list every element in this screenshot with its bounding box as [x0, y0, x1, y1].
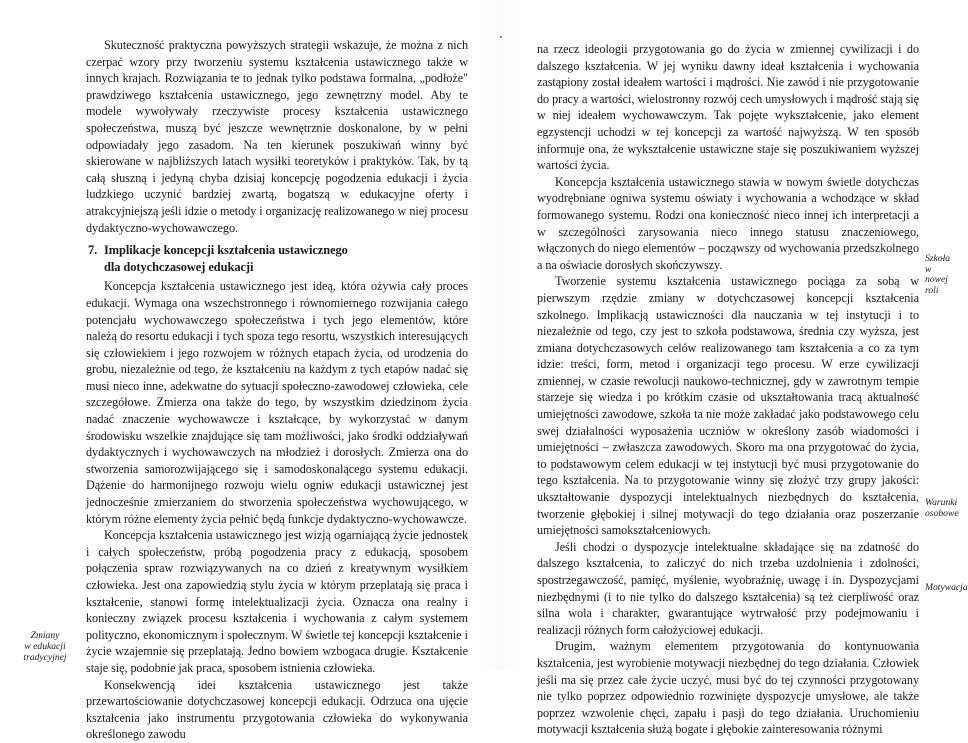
section-heading [86, 242, 468, 275]
right-paragraph-4: Jeśli chodzi o dyspozycje intelektualne składające się na zdatność do dalszego kształcenia, to zaliczyć do nich trzeba uzdolnienia i zdolności, spostrzegawczość, pamięć, myślenie, wyobraźnię, uwagę i in. Dyspozycjami niezbędnymi (i to nie tylko do dalszego kształcenia) są też cierpliwość oraz silna wola i charakter, gwarantujące wytrwałość przy podejmowaniu i realizacji różnych form całożyciowej edukacji. [537, 539, 919, 637]
right-paragraph-2: Koncepcja kształcenia ustawicznego stawia w nowym świetle dotychczas wyodrębniane ogniwa systemu oświaty i wychowania a wchodzące w skład formowanego systemu. Rodzi ona konieczność nieco innej ich interpretacji a w szczególności zarysowania nieco innego statusu znaczeniowego, włączonych do niego elementów – począwszy od wychowania przedszkolnego a na oświacie dorosłych skończywszy. [537, 174, 919, 272]
section-heading-line-1: Implikacje koncepcji kształcenia ustawicznego [104, 243, 348, 258]
right-paragraph-3: Tworzenie systemu kształcenia ustawicznego pociąga za sobą w pierwszym rzędzie zmiany w dotychczasowej koncepcji kształcenia szkolnego. Implikacją ustawiczności dla nauczania w tej instytucji i to niezależnie od tego, czy jest to szkoła podstawowa, średnia czy wyższa, jest zmiana dotychczasowych celów realizowanego tam kształcenia a co za tym idzie: treści, form, metod i organizacji tego procesu. W erze cywilizacji zmiennej, w czasie rewolucji naukowo-technicznej, gdy w zawrotnym tempie starzeje się wiedza i po krótkim czasie od ukształtowania tracą aktualność umiejętności zawodowe, szkoła ta nie może zakładać jako podstawowego celu swej działalności wyposażenia uczniów w określony zasób wiadomości i umiejętności – zwłaszcza zawodowych. Skoro ma ona przygotować do życia, to podstawowym celem edukacji w tej instytucji być musi przygotowanie do tego kształcenia. Na to przygotowanie winny się złożyć trzy grupy jakości: ukształtowanie dyspozycji intelektualnych niezbędnych do kształcenia, tworzenie głębokiej i silnej motywacji do tego działania oraz poszerzanie umiejętności samokształceniowych. [537, 274, 919, 538]
left-paragraph-4: Konsekwencją idei kształcenia ustawicznego jest także przewartościowanie dotychczasowej koncepcji edukacji. Odrzuca ona ujęcie kształcenia jako instrumentu przygotowania człowieka do wykonywania określonego zawodu [86, 677, 468, 742]
section-heading-line-2: dla dotychczasowej edukacji [104, 259, 254, 274]
right-paragraph-1: na rzecz ideologii przygotowania go do życia w zmiennej cywilizacji i do dalszego kształcenia. W jej wyniku dawny ideał kształcenia i wychowania zastąpiony został ideałem wartości i mądrości. Nie zawód i nie przygotowanie do pracy a wartości, wielostronny rozwój cech umysłowych i mądrość stają się w niej ideałem wychowawczym. Tak pojęte wykształcenie, jako element egzystencji uchodzi w tej koncepcji za wartość najwyższą. W ten sposób informuje ona, że wykształcenie ustawiczne staje się poszukiwaniem wyższej wartości życia. [537, 42, 919, 173]
right-margin-note-1: Szkoła w nowej roli [925, 253, 951, 296]
left-margin-note-line-2: w edukacji [24, 641, 66, 652]
right-paragraph-5: Drugim, ważnym elementem przygotowania do kontynuowania kształcenia, jest wyrobienie motywacji niezbędnej do tego działania. Człowiek jeśli ma się przez całe życie uczyć, musi być do tej czynności przygotowany nie tylko poprzez odpowiednio rozwinięte dyspozycje umysłowe, ale także poprzez wzwolenie chęci, zapału i pasji do tego działania. Uruchomieniu motywacji kształcenia służą bogate i głębokie zainteresowania różnymi [537, 639, 919, 737]
left-page-column [86, 37, 468, 743]
gutter-dot [500, 36, 502, 38]
left-margin-note-line-3: tradycyjnej [23, 652, 67, 663]
section-number: 7. [88, 243, 98, 258]
right-page-column [537, 41, 919, 738]
book-gutter [470, 0, 530, 670]
left-paragraph-2: Koncepcja kształcenia ustawicznego jest ideą, która ożywia cały proces edukacji. Wymaga ona wszechstronnego i równomiernego rozwijania całego potencjału wychowawczego społeczeństwa i tych jego elementów, które należą do resortu edukacji i tych spoza tego resortu, wszystkich interesujących się człowiekiem i jego rozwojem w różnych etapach życia, od urodzenia do grobu, niezależnie od tego, że kształceniu na każdym z tych etapów nadać się musi nieco inne, adekwatne do sytuacji społeczno-zawodowej człowieka, cele szczegółowe. Zmierza ona także do tego, by wszystkim dziedzinom życia nadać znaczenie wychowawcze i kształcące, by wykorzystać w danym środowisku wszelkie znajdujące się tam możliwości, jako środki oddziaływań dydaktycznych i wychowawczych na młodzież i dorosłych. Zmierza ona do stworzenia samorozwijającego się i samodoskonalącego systemu edukacji. Dążenie do harmonijnego rozwoju wielu ogniw edukacji ustawicznej jest jednocześnie zmierzaniem do stworzenia społeczeństwa wychowującego, w którym różne elementy życia pełnić będą funkcje dydaktyczno-wychowawcze. [86, 279, 468, 526]
left-margin-note [16, 630, 74, 663]
left-paragraph-1: Skuteczność praktyczna powyższych strategii wskazuje, że można z nich czerpać wzory przy tworzeniu systemu kształcenia ustawicznego także w innych krajach. Rozwiązania te to jednak tylko podstawa formalna, „podłoże" prawdziwego kształcenia ustawicznego, jego zewnętrzny model. Aby te modele wywoływały rzeczywiste procesy kształcenia ustawicznego społeczeństwa, muszą być jeszcze wewnętrznie doskonalone, by w pełni odpowiadały jego zasadom. Na ten kierunek poszukiwań winny być skierowane w najbliższych latach wysiłki teoretyków i praktyków. Tak, by tą całą słuszną i jedyną chyba dzisiaj koncepcję pogodzenia edukacji i życia ludzkiego uczynić bardziej zwartą, bogatszą w edukacyjne oferty i atrakcyjniejszą jeśli idzie o metody i organizację realizowanego w niej procesu dydaktyczno-wychowawczego. [86, 38, 468, 235]
right-margin-note-3: Motywacja [925, 582, 968, 593]
left-margin-note-line-1: Zmiany [30, 630, 60, 641]
right-margin-note-2: Warunki osobowe [925, 497, 959, 519]
left-paragraph-3: Koncepcja kształcenia ustawicznego jest wizją ogarniającą życie jednostek i całych społeczeństw, próbą pogodzenia pracy z edukacją, sposobem połączenia spraw rozwiązywanych na co dzień z kreatywnym wysiłkiem człowieka. Jest ona zapowiedzią stylu życia w którym przeplatają się praca i kształcenie, stanowi formę intelektualizacji życia. Oznacza ona realny i konieczny związek procesu kształcenia i wychowania z całym systemem polityczno, ekonomicznym i społecznym. W świetle tej koncepcji kształcenie i życie wzajemnie się przeplatają. Jedno bowiem wzbogaca drugie. Kształcenie staje się, podobnie jak praca, sposobem istnienia człowieka. [86, 528, 468, 675]
